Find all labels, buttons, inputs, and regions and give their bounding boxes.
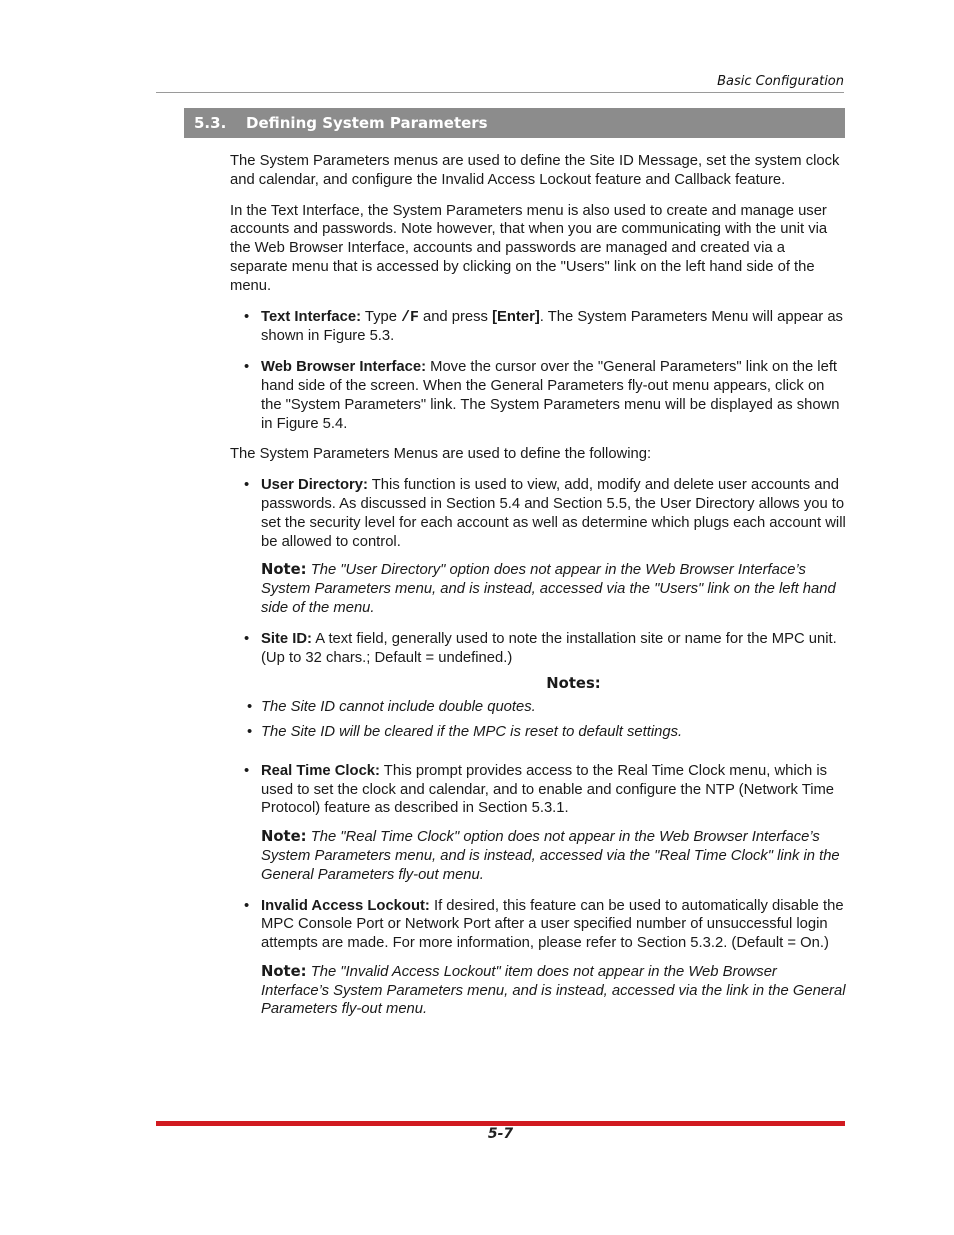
item-label: Site ID: (261, 630, 312, 647)
define-intro: The System Parameters Menus are used to define the following: (230, 446, 652, 463)
item-text: Type (361, 308, 402, 325)
note (261, 963, 846, 1019)
item-label: Text Interface: (261, 308, 362, 325)
access-item-text-interface (230, 308, 846, 347)
param-user-directory (230, 476, 846, 618)
item-text: This function is used to view, add, modify and delete user accounts and passwords. As discussed in Section 5.4 and Section 5.5, the User Directory allows you to set the security level for each account as well as determine which plugs each account will be allowed to control. (261, 477, 846, 550)
section-title: Defining System Parameters (246, 114, 488, 132)
notes-item: • The Site ID will be cleared if the MPC is reset to default settings. (243, 723, 846, 742)
running-header: Basic Configuration (717, 74, 844, 89)
item-label: Invalid Access Lockout: (261, 897, 430, 914)
note (261, 561, 846, 617)
note (261, 828, 846, 884)
intro-paragraph-1: The System Parameters menus are used to define the Site ID Message, set the system clock and calendar, and configure the Invalid Access Lockout feature and Callback feature. (230, 153, 840, 188)
body-content (230, 152, 846, 1031)
command-text: /F (401, 309, 419, 326)
note-text: The "Real Time Clock" option does not appear in the Web Browser Interface’s System Parameters menu, and is instead, accessed via the "Real Time Clock" link in the General Parameters fly-out menu. (261, 829, 840, 883)
item-text: If desired, this feature can be used to automatically disable the MPC Console Port or Network Port after a user specified number of unsuccessful login attempts are made. For more information, please refer to Section 5.3.2. (Default = On.) (261, 897, 844, 952)
param-real-time-clock (230, 762, 846, 885)
notes-box (261, 675, 846, 741)
note-text: The "User Directory" option does not appear in the Web Browser Interface’s System Parameters menu, and is instead, accessed via the "Users" link on the left hand side of the menu. (261, 562, 836, 616)
note-label: Note: (261, 962, 307, 980)
notes-item: • The Site ID cannot include double quotes. (243, 698, 846, 717)
parameter-list (230, 476, 846, 1019)
item-label: Web Browser Interface: (261, 359, 427, 376)
note-label: Note: (261, 828, 307, 846)
item-label: User Directory: (261, 477, 368, 494)
intro-paragraph-2: In the Text Interface, the System Parameters menu is also used to create and manage user accounts and passwords. Note however, that when you are communicating with the unit via the Web Browser Interface, accounts and passwords are managed and created via a separate menu that is accessed by clicking on the "Users" link on the left hand side of the menu. (230, 202, 828, 294)
item-text: . The System Parameters Menu will appear as shown in Figure 5.3. (261, 308, 843, 345)
notes-list (261, 698, 846, 742)
item-text: A text field, generally used to note the installation site or name for the MPC unit. (Up to 32 chars.; Default = undefined.) (261, 630, 837, 666)
section-number: 5.3. (194, 114, 227, 132)
access-list (230, 308, 846, 434)
item-label: Real Time Clock: (261, 762, 380, 779)
section-heading (184, 108, 845, 138)
note-text: The "Invalid Access Lockout" item does not appear in the Web Browser Interface’s System Parameters menu, and is instead, accessed via the link in the General Parameters fly-out menu. (261, 963, 846, 1018)
note-label: Note: (261, 561, 307, 579)
notes-title: Notes: (546, 675, 601, 693)
key-text: [Enter] (492, 308, 540, 325)
access-item-web-browser (230, 358, 846, 433)
item-text: and press (418, 308, 493, 325)
item-text: This prompt provides access to the Real Time Clock menu, which is used to set the clock and calendar, and to enable and configure the NTP (Network Time Protocol) feature as described in Section 5.3.1. (261, 762, 835, 817)
item-text: Move the cursor over the "General Parameters" link on the left hand side of the screen. When the General Parameters fly-out menu appears, click on the "System Parameters" link. The System Parameters menu will be displayed as shown in Figure 5.4. (261, 359, 840, 432)
param-invalid-access-lockout (230, 897, 846, 1020)
page-number: 5-7 (487, 1126, 514, 1142)
header-rule (156, 92, 844, 93)
param-site-id (230, 630, 846, 742)
